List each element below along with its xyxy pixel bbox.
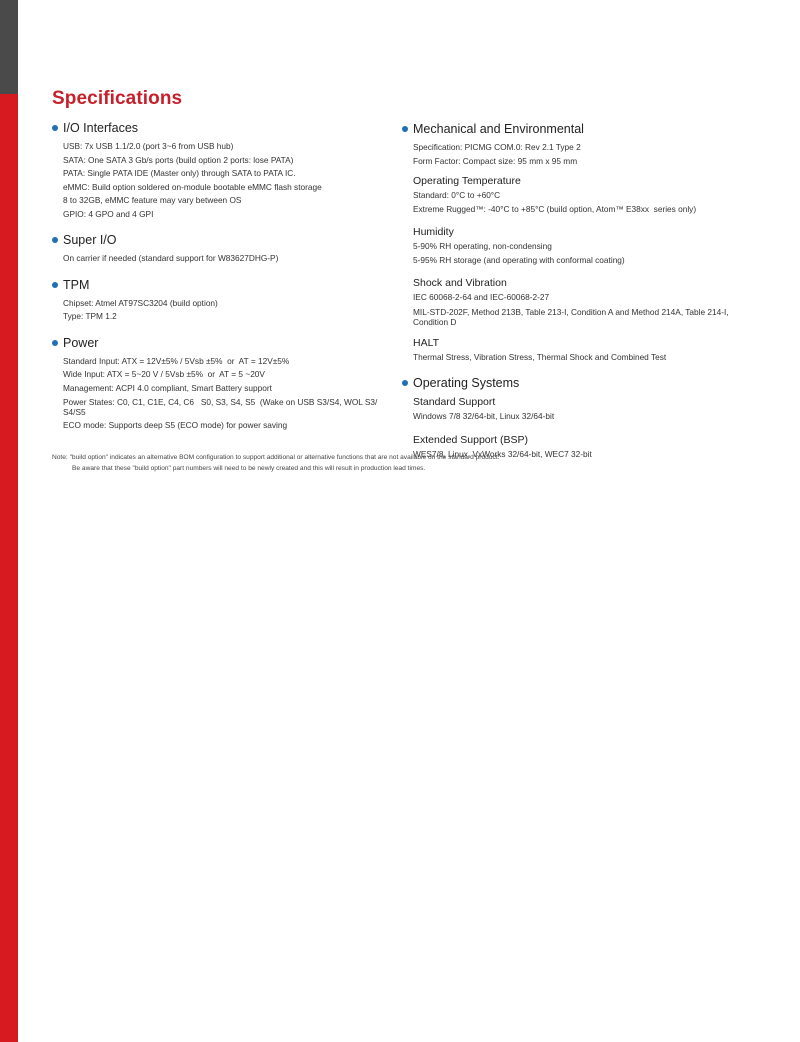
spec-line: Standard: 0°C to +60°C [413, 190, 501, 200]
section-power [52, 335, 392, 433]
side-strip-gray [0, 0, 18, 94]
left-column [52, 120, 392, 444]
spec-line: Management: ACPI 4.0 compliant, Smart Battery support [63, 382, 272, 393]
spec-line: Form Factor: Compact size: 95 mm x 95 mm [413, 155, 578, 166]
footnotes [52, 452, 752, 474]
spec-line: SATA: One SATA 3 Gb/s ports (build option 2 ports: lose PATA) [63, 154, 294, 165]
sub-heading: Humidity [413, 226, 454, 238]
right-column [402, 121, 747, 472]
spec-line: Chipset: Atmel AT97SC3204 (build option) [63, 297, 218, 308]
spec-line: IEC 60068-2-64 and IEC-60068-2-27 [413, 292, 550, 302]
spec-line: USB: 7x USB 1.1/2.0 (port 3~6 from USB hub) [63, 141, 234, 151]
spec-line: On carrier if needed (standard support for W83627DHG-P) [63, 253, 279, 263]
sub-operating-temperature [402, 174, 747, 216]
side-strip-red [0, 94, 18, 1042]
spec-line: Standard Input: ATX = 12V±5% / 5Vsb ±5% or AT = 12V±5% [63, 355, 290, 366]
section-heading: Operating Systems [413, 376, 520, 390]
bullet-icon [402, 380, 408, 386]
spec-line: Windows 7/8 32/64-bit, Linux 32/64-bit [413, 411, 555, 421]
section-heading: Mechanical and Environmental [413, 122, 584, 136]
bullet-icon [402, 126, 408, 132]
section-heading: TPM [63, 277, 90, 292]
spec-line: Wide Input: ATX = 5~20 V / 5Vsb ±5% or AT = 5 ~20V [63, 369, 265, 379]
sub-humidity [402, 225, 747, 267]
bullet-icon [52, 125, 58, 131]
sub-standard-support [402, 395, 747, 424]
sub-heading: Standard Support [413, 396, 496, 408]
spec-line: Thermal Stress, Vibration Stress, Thermal Shock and Combined Test [413, 351, 667, 362]
bullet-icon [52, 237, 58, 243]
section-mechanical [402, 121, 747, 364]
page-title: Specifications [52, 88, 183, 109]
spec-line: ECO mode: Supports deep S5 (ECO mode) for power saving [63, 420, 288, 430]
sub-heading: Extended Support (BSP) [413, 433, 528, 446]
section-operating-systems [402, 375, 747, 461]
spec-line: Type: TPM 1.2 [63, 311, 117, 321]
spec-line: 5-90% RH operating, non-condensing [413, 241, 552, 251]
sub-heading: Shock and Vibration [413, 277, 507, 289]
section-io-interfaces [52, 120, 392, 221]
spec-line: eMMC: Build option soldered on-module bootable eMMC flash storage [63, 181, 322, 192]
spec-line: Specification: PICMG COM.0: Rev 2.1 Type 2 [413, 142, 581, 152]
spec-line: Extreme Rugged™: -40°C to +85°C (build option, Atom™ E38xx series only) [413, 203, 697, 214]
section-heading: Super I/O [63, 233, 117, 247]
spec-line: Power States: C0, C1, C1E, C4, C6 S0, S3, S4, S5 (Wake on USB S3/S4, WOL S3/ S4/S5 [63, 397, 380, 417]
section-super-io [52, 232, 392, 266]
bullet-icon [52, 340, 58, 346]
sub-heading: HALT [413, 336, 440, 349]
footnote: Be aware that these "build option" part numbers will need to be newly created and this will result in production lead times. [72, 465, 426, 472]
bullet-icon [52, 282, 58, 288]
spec-line: 5-95% RH storage (and operating with conformal coating) [413, 254, 625, 265]
sub-heading: Operating Temperature [413, 175, 521, 187]
spec-line: GPIO: 4 GPO and 4 GPI [63, 208, 154, 219]
footnote: Note: "build option" indicates an alternative BOM configuration to support additional or alternative functions that are not available on the standard product. [52, 454, 500, 461]
sub-halt [402, 336, 747, 365]
spec-line: 8 to 32GB, eMMC feature may vary between OS [63, 195, 242, 205]
spec-line: MIL-STD-202F, Method 213B, Table 213-I, Condition A and Method 214A, Table 214-I, Condition D [413, 306, 731, 327]
section-heading: Power [63, 335, 99, 350]
section-tpm [52, 277, 392, 324]
spec-line: PATA: Single PATA IDE (Master only) through SATA to PATA IC. [63, 168, 296, 178]
sub-shock-vibration [402, 276, 747, 327]
spec-line: WES7/8, Linux, VxWorks 32/64-bit, WEC7 32-bit [413, 448, 592, 459]
section-heading: I/O Interfaces [63, 121, 139, 135]
